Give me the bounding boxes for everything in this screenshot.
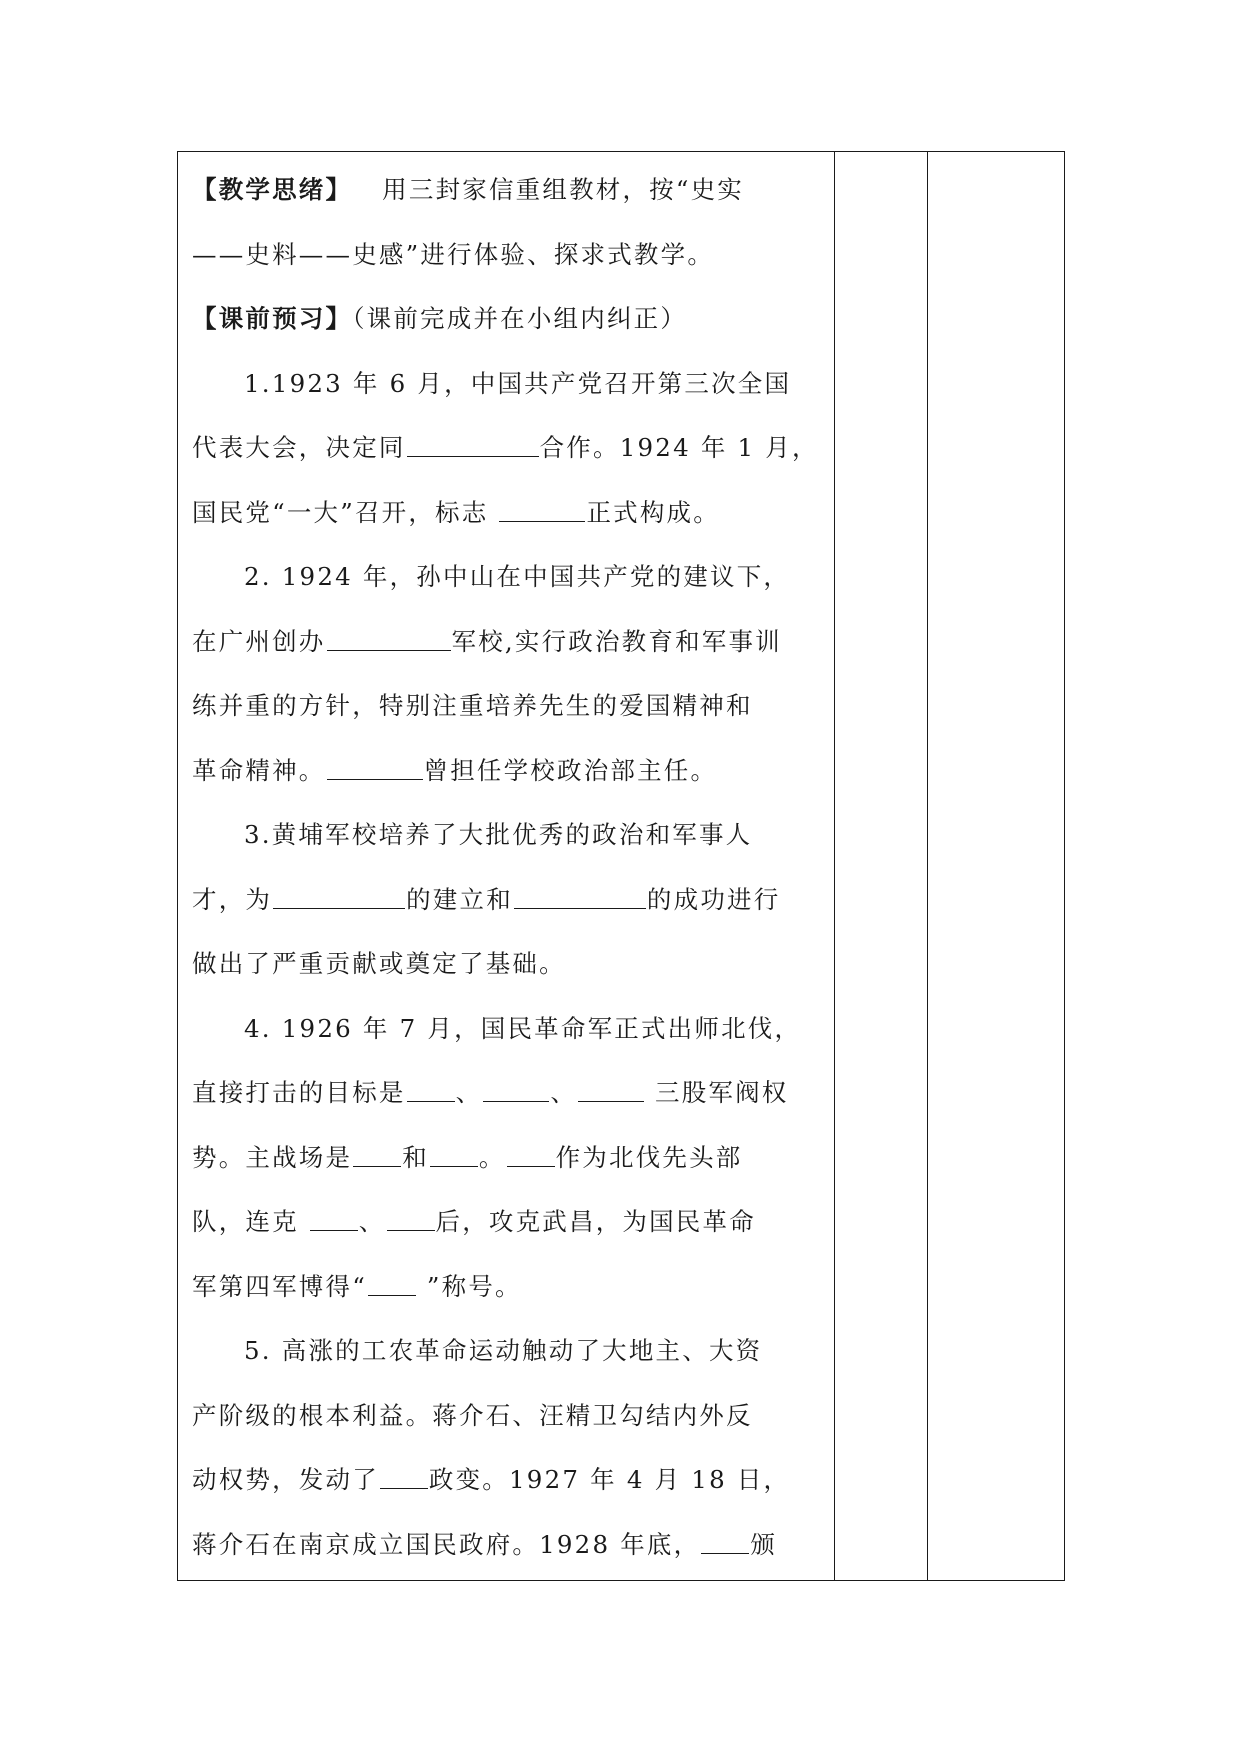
question-line	[192, 1319, 826, 1384]
question-text: 2. 1924 年，孙中山在中国共产党的建议下，	[244, 562, 791, 591]
question-line	[192, 803, 826, 868]
answer-blank[interactable]	[407, 432, 539, 458]
question-text: 和	[402, 1142, 429, 1172]
question-text: 蒋介石在南京成立国民政府。1928 年底，	[192, 1529, 701, 1559]
question-text: 、	[550, 1078, 578, 1107]
answer-blank[interactable]	[368, 1270, 416, 1296]
question-line	[192, 932, 826, 997]
preview-note: （课前完成并在小组内纠正）	[352, 304, 688, 333]
answer-blank[interactable]	[701, 1528, 749, 1554]
lesson-table	[177, 151, 1065, 1581]
answer-blank[interactable]	[353, 1141, 401, 1167]
teaching-thinking-line	[192, 158, 826, 223]
question-line	[192, 1061, 826, 1126]
question-text: 做出了严重贡献或奠定了基础。	[192, 949, 566, 978]
question-text: 练并重的方针，特别注重培养先生的爱国精神和	[192, 691, 753, 720]
question-line	[192, 997, 826, 1062]
preview-heading-line	[192, 287, 826, 352]
question-text: 作为北伐先头部	[555, 1142, 743, 1172]
question-text: 三股军阀权	[645, 1078, 789, 1107]
question-line	[192, 481, 826, 546]
section-heading-preview: 【课前预习】	[192, 304, 353, 333]
answer-blank[interactable]	[273, 883, 405, 909]
answer-blank[interactable]	[430, 1141, 478, 1167]
question-text: 直接打击的目标是	[192, 1078, 406, 1107]
lesson-content-cell	[192, 158, 826, 1577]
question-text: 的建立和	[406, 884, 513, 914]
question-text: 颁	[750, 1529, 778, 1559]
question-line	[192, 1255, 826, 1320]
question-line	[192, 868, 826, 933]
question-text: 3.黄埔军校培养了大批优秀的政治和军事人	[244, 820, 753, 849]
answer-blank[interactable]	[507, 1141, 555, 1167]
answer-blank[interactable]	[514, 883, 646, 909]
question-line	[192, 1190, 826, 1255]
question-text: 合作。1924 年 1 月，	[539, 433, 819, 462]
question-line	[192, 739, 826, 804]
answer-blank[interactable]	[387, 1206, 435, 1232]
question-line	[192, 1126, 826, 1191]
teaching-thinking-text: ——史料——史感”进行体验、探求式教学。	[192, 239, 715, 269]
question-text: 队，连克	[192, 1207, 309, 1236]
answer-blank[interactable]	[380, 1464, 428, 1490]
question-text: ”称号。	[416, 1271, 522, 1301]
answer-blank[interactable]	[310, 1206, 358, 1232]
question-text: 。	[478, 1142, 506, 1172]
question-text: 5. 高涨的工农革命运动触动了大地主、大资	[244, 1336, 763, 1365]
question-line	[192, 545, 826, 610]
answer-blank[interactable]	[483, 1077, 549, 1103]
question-text: 代表大会，决定同	[192, 433, 406, 462]
question-text: 正式构成。	[586, 497, 720, 527]
question-line	[192, 610, 826, 675]
question-text: 1.1923 年 6 月，中国共产党召开第三次全国	[244, 368, 792, 398]
question-line	[192, 674, 826, 739]
question-text: 军校,实行政治教育和军事训	[451, 626, 782, 656]
question-line	[192, 352, 826, 417]
section-heading-teaching-thinking: 【教学思绪】	[192, 175, 353, 204]
question-text: 在广州创办	[192, 626, 326, 656]
question-text: 、	[358, 1207, 386, 1236]
question-text: 国民党“一大”召开，标志	[192, 497, 499, 527]
question-text: 后，攻克武昌，为国民革命	[435, 1207, 756, 1236]
question-line	[192, 1513, 826, 1578]
question-text: 才，为	[192, 884, 273, 914]
column-divider	[834, 152, 835, 1580]
question-line	[192, 416, 826, 481]
teaching-thinking-line	[192, 223, 826, 288]
question-text: 、	[455, 1078, 483, 1107]
question-text: 动权势，发动了	[192, 1465, 379, 1494]
question-text: 革命精神。	[192, 755, 326, 785]
question-line	[192, 1448, 826, 1513]
question-text: 产阶级的根本利益。蒋介石、汪精卫勾结内外反	[192, 1400, 753, 1430]
teaching-thinking-text: 用三封家信重组教材，按“史实	[382, 175, 744, 204]
answer-blank[interactable]	[327, 625, 451, 651]
question-text: 的成功进行	[646, 884, 781, 914]
answer-blank[interactable]	[327, 754, 423, 780]
question-line	[192, 1384, 826, 1449]
question-text: 军第四军博得“	[192, 1271, 367, 1301]
question-text: 势。主战场是	[192, 1142, 353, 1172]
answer-blank[interactable]	[407, 1077, 455, 1103]
question-text: 曾担任学校政治部主任。	[423, 755, 718, 785]
question-text: 政变。1927 年 4 月 18 日，	[428, 1465, 791, 1494]
answer-blank[interactable]	[578, 1077, 644, 1103]
question-text: 4. 1926 年 7 月，国民革命军正式出师北伐，	[244, 1013, 802, 1043]
column-divider	[927, 152, 928, 1580]
answer-blank[interactable]	[499, 496, 585, 522]
